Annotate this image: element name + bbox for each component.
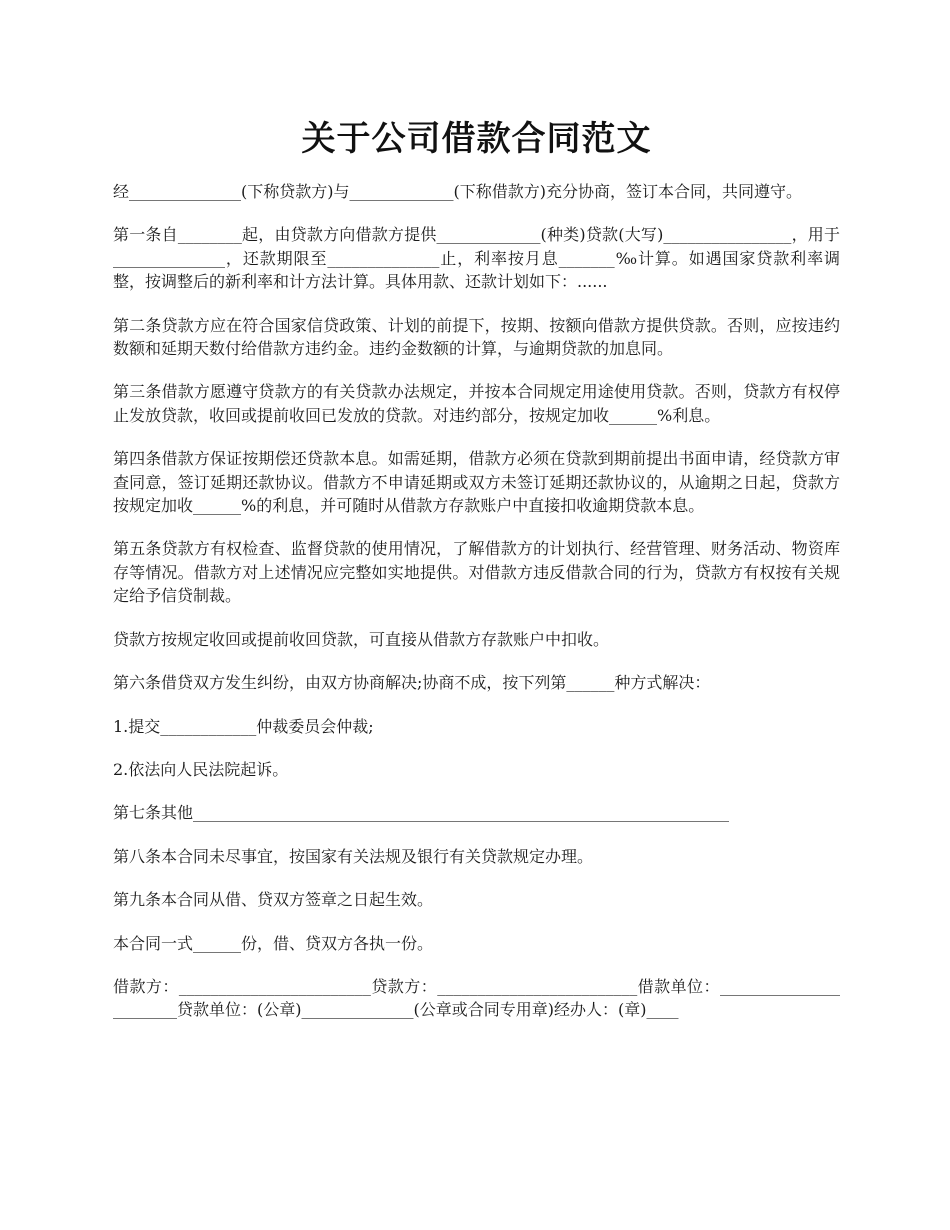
paragraph-article-2: 第二条贷款方应在符合国家信贷政策、计划的前提下，按期、按额向借款方提供贷款。否则，应按违约数额和延期天数付给借款方违约金。违约金数额的计算，与逾期贷款的加息同。 xyxy=(113,315,840,359)
paragraph-article-4: 第四条借款方保证按期偿还贷款本息。如需延期，借款方必须在贷款到期前提出书面申请，经贷款方审查同意，签订延期还款协议。借款方不申请延期或双方未签订延期还款协议的，从逾期之日起，贷款方按规定加收______%的利息，并可随时从借款方存款账户中直接扣收逾期贷款本息。 xyxy=(113,449,840,516)
paragraph-article-3: 第三条借款方愿遵守贷款方的有关贷款办法规定，并按本合同规定用途使用贷款。否则，贷款方有权停止发放贷款，收回或提前收回已发放的贷款。对违约部分，按规定加收______%利息。 xyxy=(113,382,840,425)
paragraph-article-5-deduction: 贷款方按规定收回或提前收回贷款，可直接从借款方存款账户中扣收。 xyxy=(113,629,610,649)
paragraph-article-6-option-2: 2.依法向人民法院起诉。 xyxy=(113,759,289,779)
document-body xyxy=(113,180,840,1022)
document-title: 关于公司借款合同范文 xyxy=(301,119,652,159)
paragraph-preamble: 经______________(下称贷款方)与_____________(下称借款方)充分协商，签订本合同，共同遵守。 xyxy=(113,182,802,201)
paragraph-article-8: 第八条本合同未尽事宜，按国家有关法规及银行有关贷款规定办理。 xyxy=(113,846,594,866)
paragraph-signatures: 借款方：________________________贷款方：_________________________借款单位：_______________________贷款单位：(公章)______________(公章或合同专用章)经办人：(章)____ xyxy=(113,976,840,1020)
paragraph-article-6-option-1: 1.提交____________仲裁委员会仲裁; xyxy=(113,716,374,736)
paragraph-article-5: 第五条贷款方有权检查、监督贷款的使用情况，了解借款方的计划执行、经营管理、财务活动、物资库存等情况。借款方对上述情况应完整如实地提供。对借款方违反借款合同的行为，贷款方有权按有关规定给予信贷制裁。 xyxy=(113,539,840,606)
paragraph-article-6: 第六条借贷双方发生纠纷，由双方协商解决;协商不成，按下列第______种方式解决： xyxy=(113,673,711,693)
paragraph-article-9: 第九条本合同从借、贷双方签章之日起生效。 xyxy=(113,890,434,910)
document-page xyxy=(113,0,840,1042)
paragraph-article-1: 第一条自________起，由贷款方向借款方提供_____________(种类)贷款(大写)________________，用于______________，还款期限至______________止，利率按月息_______‰计算。如遇国家贷款利率调整，按调整后的新利率和计方法计算。具体用款、还款计划如下：...... xyxy=(113,225,840,292)
paragraph-copies: 本合同一式______份，借、贷双方各执一份。 xyxy=(113,933,434,953)
paragraph-article-7: 第七条其他___________________________________________________________________ xyxy=(113,803,730,823)
